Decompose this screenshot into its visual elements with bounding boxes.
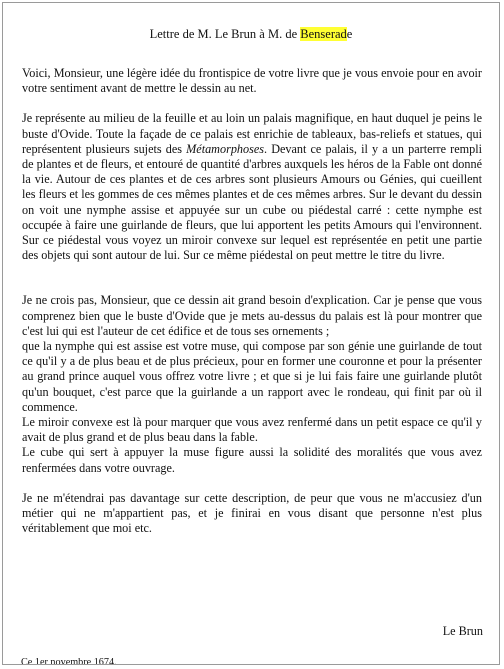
paragraph-closing: Je ne m'étendrai pas davantage sur cette description, de peur que vous ne m'accusiez d'un métier qui ne m'appartient pas, et je finirai en vous disant que personne n'est plus véritablement que moi etc. bbox=[22, 490, 482, 536]
letter-date: Ce 1er novembre 1674. bbox=[21, 657, 117, 665]
paragraph-cube: Le cube qui sert à appuyer la muse figure aussi la solidité des moralités que vous avez renfermées dans votre ouvrage. bbox=[22, 445, 482, 475]
metamorphoses-title: Métamorphoses bbox=[186, 141, 264, 156]
title-prefix: Lettre de M. Le Brun à M. de bbox=[149, 27, 301, 41]
letter-title bbox=[3, 27, 499, 42]
paragraph-nymph: que la nymphe qui est assise est votre muse, qui compose par son génie une guirlande de tout ce qu'il y a de plus beau et de plus précieux, pour en former une couronne et pour la présenter au grand prince auquel vous offrez votre livre ; et que si je lui fais faire une guirlande plutôt qu'un bouquet, c'est parce que la guirlande a un rapport avec le rondeau, qui finit par où il commence. bbox=[22, 339, 482, 414]
signature: Le Brun bbox=[442, 624, 483, 638]
letter-page bbox=[2, 2, 500, 665]
paragraph-mirror: Le miroir convexe est là pour marquer que vous avez renfermé dans un petit espace ce qu'il y avait de plus grand et de plus beau dans la fable. bbox=[22, 415, 482, 445]
paragraph-intro: Voici, Monsieur, une légère idée du frontispice de votre livre que je vous envoie pour en avoir votre sentiment avant de mettre le dessin au net. bbox=[22, 66, 482, 96]
paragraph-explanation: Je ne crois pas, Monsieur, que ce dessin ait grand besoin d'explication. Car je pense que vous comprenez bien que le buste d'Ovide que je mets au-dessus du palais est là pour montrer que c'est lui qui est l'auteur de cet édifice et de tous ses ornements ; bbox=[22, 293, 482, 338]
paragraph-description bbox=[22, 111, 482, 263]
description-text-1: Je représente au milieu de la feuille et au loin un palais magnifique, en haut duquel je peins le buste d'Ovide. Toute la façade de ce palais est enrichie de tableaux, bas-reliefs et statues, qui représentent plusieurs sujets des bbox=[22, 111, 482, 156]
letter-body bbox=[22, 66, 482, 551]
description-text-2: . Devant ce palais, il y a un parterre rempli de plantes et de fleurs, et entouré de quantité d'arbres auxquels les héros de la Fable ont donné la vie. Autour de ces plantes et de ces arbres sont plusieurs Amours ou Génies, qui cueillent les fleurs et les gommes de ces mêmes plantes et de ces mêmes arbres. Sur le devant du dessin on voit une nymphe assise et appuyée sur un cube ou piédestal carré : cette nymphe est occupée à faire une guirlande de fleurs, que lui apportent les petits Amours qui l'environnent. Sur ce piédestal vous voyez un miroir convexe sur lequel est représentée en petit une partie des objets qui sont autour de lui. Sur ce même piédestal on peut mettre le titre du livre. bbox=[22, 141, 482, 263]
search-highlight: Benserad bbox=[300, 27, 347, 41]
title-suffix: e bbox=[346, 27, 353, 41]
